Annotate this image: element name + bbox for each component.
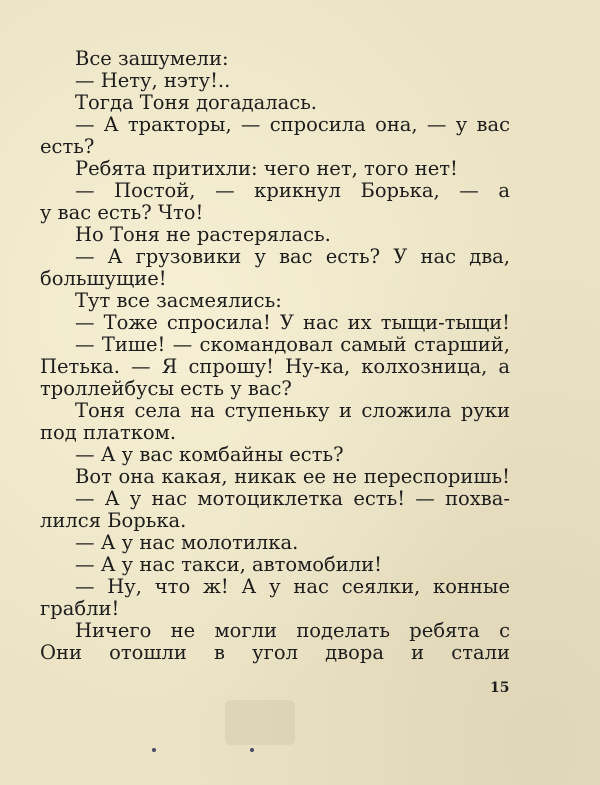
text-line: — А у вас комбайны есть? [75,443,344,466]
text-line: Они отошли в угол двора и стали [40,642,510,664]
text-line: есть? [40,135,95,158]
text-line: Все зашумели: [75,47,229,70]
ink-speck [250,748,254,752]
text-line: — А у нас молотилка. [75,531,299,554]
text-line: — А тракторы, — спросила она, — у вас [75,114,510,136]
ink-speck [152,748,156,752]
text-line: Тогда Тоня догадалась. [75,91,318,114]
text-line: — А грузовики у вас есть? У нас два, [75,246,510,268]
text-line: у вас есть? Что! [40,201,204,224]
text-line: Ничего не могли поделать ребята с [75,620,510,642]
text-line: лился Борька. [40,509,187,532]
text-line: — Ну, что ж! А у нас сеялки, конные [75,576,510,598]
text-line: — Постой, — крикнул Борька, — а [75,180,510,202]
text-line: большущие! [40,267,167,290]
page-text [40,48,510,664]
text-line: — Тише! — скомандовал самый старший, [75,334,510,356]
text-line: Вот она какая, никак ее не переспоришь! [75,466,510,488]
text-line: под платком. [40,421,177,444]
page-number: 15 [490,680,510,696]
text-line: Ребята притихли: чего нет, того нет! [75,157,458,180]
text-line: — А у нас такси, автомобили! [75,553,382,576]
text-line: — Нету, нэту!.. [75,69,231,92]
text-line: — А у нас мотоциклетка есть! — похва- [75,488,510,510]
text-line: Петька. — Я спрошу! Ну-ка, колхозница, а [40,356,510,378]
text-line: грабли! [40,597,120,620]
text-line: троллейбусы есть у вас? [40,377,292,400]
text-line: — Тоже спросила! У нас их тыщи-тыщи! [75,312,510,334]
text-line: Тоня села на ступеньку и сложила руки [75,400,510,422]
paper-stain [225,700,295,745]
text-line: Тут все засмеялись: [75,289,282,312]
text-line: Но Тоня не растерялась. [75,223,331,246]
